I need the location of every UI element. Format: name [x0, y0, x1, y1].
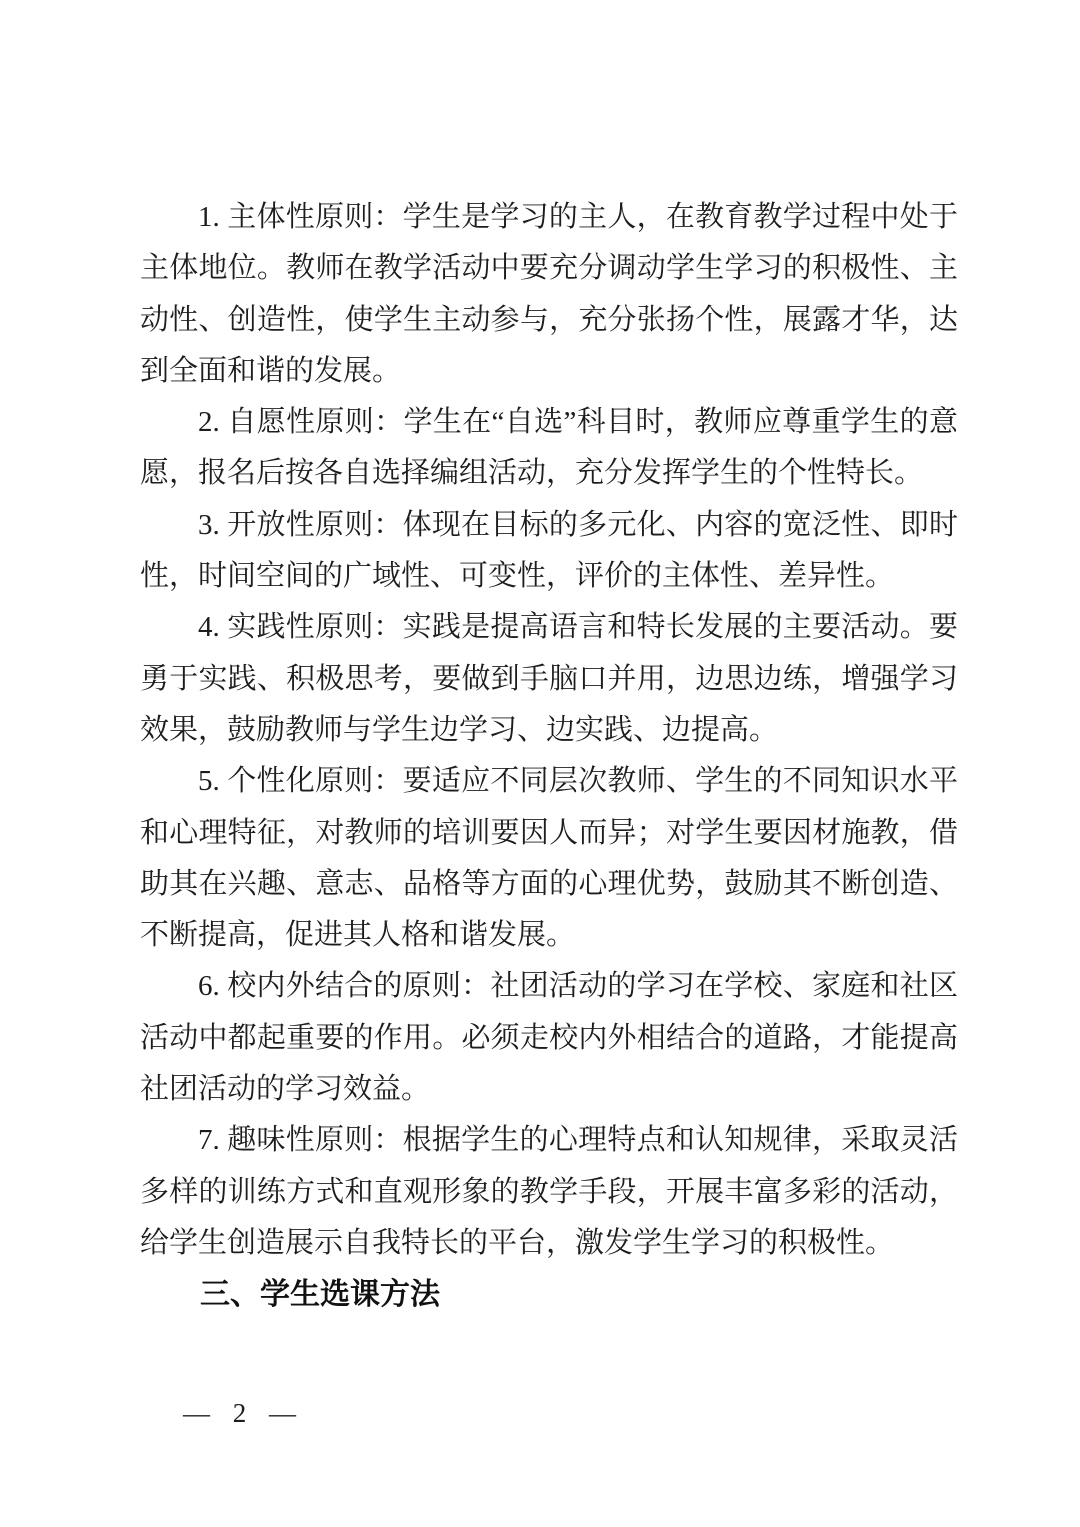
paragraph-principle-4: 4. 实践性原则：实践是提高语言和特长发展的主要活动。要勇于实践、积极思考，要做到手脑口并用，边思边练，增强学习效果，鼓励教师与学生边学习、边实践、边提高。 — [140, 611, 958, 746]
paragraph-principle-2: 2. 自愿性原则：学生在“自选”科目时，教师应尊重学生的意愿，报名后按各自选择编组活动，充分发挥学生的个性特长。 — [140, 406, 958, 490]
page-number: — 2 — — [183, 1398, 304, 1428]
document-body — [140, 192, 958, 1321]
paragraph-principle-1: 1. 主体性原则：学生是学习的主人，在教育教学过程中处于主体地位。教师在教学活动中要充分调动学生学习的积极性、主动性、创造性，使学生主动参与，充分张扬个性，展露才华，达到全面和谐的发展。 — [140, 201, 958, 387]
section-heading: 三、学生选课方法 — [200, 1278, 440, 1312]
paragraph-principle-6: 6. 校内外结合的原则：社团活动的学习在学校、家庭和社区活动中都起重要的作用。必须走校内外相结合的道路，才能提高社团活动的学习效益。 — [140, 970, 958, 1106]
paragraph-principle-3: 3. 开放性原则：体现在目标的多元化、内容的宽泛性、即时性，时间空间的广域性、可变性，评价的主体性、差异性。 — [140, 508, 958, 593]
paragraph-principle-5: 5. 个性化原则：要适应不同层次教师、学生的不同知识水平和心理特征，对教师的培训要因人而异；对学生要因材施教，借助其在兴趣、意志、品格等方面的心理优势，鼓励其不断创造、不断提高，促进其人格和谐发展。 — [140, 765, 958, 952]
paragraph-principle-7: 7. 趣味性原则：根据学生的心理特点和认知规律，采取灵活多样的训练方式和直观形象的教学手段，开展丰富多彩的活动，给学生创造展示自我特长的平台，激发学生学习的积极性。 — [140, 1124, 958, 1259]
